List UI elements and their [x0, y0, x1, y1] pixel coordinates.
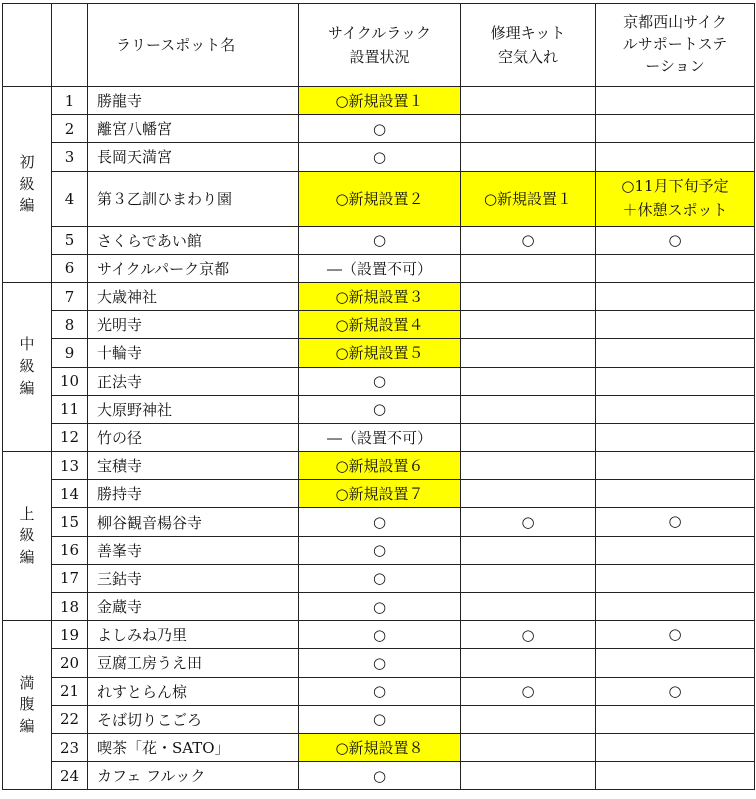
row-number: 14 — [52, 480, 88, 508]
table-row — [3, 677, 755, 705]
row-number: 4 — [52, 171, 88, 226]
table-row — [3, 536, 755, 564]
table-row — [3, 621, 755, 649]
row-number: 3 — [52, 143, 88, 171]
support-station-status — [596, 733, 755, 761]
rack-status: ○ — [299, 367, 461, 395]
repair-kit-status — [461, 649, 596, 677]
rack-status: ○ — [299, 564, 461, 592]
support-station-status — [596, 87, 755, 115]
table-row — [3, 367, 755, 395]
support-station-status — [596, 649, 755, 677]
table-row — [3, 171, 755, 226]
table-row — [3, 282, 755, 310]
repair-kit-status — [461, 705, 596, 733]
spot-name: 勝持寺 — [88, 480, 299, 508]
row-number: 23 — [52, 733, 88, 761]
repair-kit-status — [461, 254, 596, 282]
table-row — [3, 508, 755, 536]
support-station-status: ○ — [596, 226, 755, 254]
row-number: 6 — [52, 254, 88, 282]
spot-name: 十輪寺 — [88, 339, 299, 367]
repair-kit-status: ○ — [461, 677, 596, 705]
row-number: 19 — [52, 621, 88, 649]
row-number: 17 — [52, 564, 88, 592]
row-number: 20 — [52, 649, 88, 677]
repair-kit-status — [461, 593, 596, 621]
rack-status: ○新規設置１ — [299, 87, 461, 115]
rack-status: ○ — [299, 621, 461, 649]
spot-name: れすとらん椋 — [88, 677, 299, 705]
spot-name: 勝龍寺 — [88, 87, 299, 115]
group-label: 上 級 編 — [3, 452, 52, 621]
repair-kit-status — [461, 115, 596, 143]
rack-status: ―（設置不可） — [299, 423, 461, 451]
rack-status: ○新規設置６ — [299, 452, 461, 480]
row-number: 13 — [52, 452, 88, 480]
row-number: 15 — [52, 508, 88, 536]
spot-name: そば切りこごろ — [88, 705, 299, 733]
row-number: 5 — [52, 226, 88, 254]
repair-kit-status — [461, 87, 596, 115]
repair-kit-status — [461, 452, 596, 480]
rack-status: ○ — [299, 649, 461, 677]
repair-kit-status: ○ — [461, 621, 596, 649]
rally-spot-table — [2, 3, 755, 790]
header-num — [52, 4, 88, 87]
rack-status: ○ — [299, 593, 461, 621]
group-label: 初 級 編 — [3, 87, 52, 283]
header-rack-status: サイクルラック 設置状況 — [299, 4, 461, 87]
spot-name: 長岡天満宮 — [88, 143, 299, 171]
header-repair-kit: 修理キット 空気入れ — [461, 4, 596, 87]
support-station-status: ○ — [596, 621, 755, 649]
row-number: 7 — [52, 282, 88, 310]
spot-name: 豆腐工房うえ田 — [88, 649, 299, 677]
spot-name: 大原野神社 — [88, 395, 299, 423]
support-station-status — [596, 115, 755, 143]
row-number: 24 — [52, 762, 88, 790]
support-station-status — [596, 705, 755, 733]
support-station-status — [596, 367, 755, 395]
spot-name: 宝積寺 — [88, 452, 299, 480]
repair-kit-status — [461, 311, 596, 339]
support-station-status — [596, 254, 755, 282]
repair-kit-status: ○ — [461, 508, 596, 536]
row-number: 9 — [52, 339, 88, 367]
table-row — [3, 480, 755, 508]
rack-status: ○ — [299, 226, 461, 254]
table-row — [3, 226, 755, 254]
rack-status: ○新規設置４ — [299, 311, 461, 339]
table-row — [3, 564, 755, 592]
spot-name: 離宮八幡宮 — [88, 115, 299, 143]
rack-status: ○新規設置２ — [299, 171, 461, 226]
table-row — [3, 87, 755, 115]
table-row — [3, 143, 755, 171]
spot-name: 三鈷寺 — [88, 564, 299, 592]
table-row — [3, 452, 755, 480]
rack-status: ○ — [299, 115, 461, 143]
header-empty-group — [3, 4, 52, 87]
support-station-status — [596, 423, 755, 451]
spot-name: 柳谷観音楊谷寺 — [88, 508, 299, 536]
repair-kit-status — [461, 536, 596, 564]
row-number: 21 — [52, 677, 88, 705]
table-row — [3, 705, 755, 733]
support-station-status — [596, 564, 755, 592]
spot-name: 光明寺 — [88, 311, 299, 339]
row-number: 16 — [52, 536, 88, 564]
repair-kit-status — [461, 733, 596, 761]
repair-kit-status — [461, 480, 596, 508]
spot-name: 竹の径 — [88, 423, 299, 451]
support-station-status — [596, 282, 755, 310]
rack-status: ○ — [299, 536, 461, 564]
rack-status: ○新規設置７ — [299, 480, 461, 508]
support-station-status: ○ — [596, 677, 755, 705]
rack-status: ○ — [299, 762, 461, 790]
repair-kit-status — [461, 143, 596, 171]
table-row — [3, 339, 755, 367]
support-station-status — [596, 395, 755, 423]
rack-status: ○新規設置８ — [299, 733, 461, 761]
row-number: 18 — [52, 593, 88, 621]
row-number: 10 — [52, 367, 88, 395]
table-row — [3, 115, 755, 143]
repair-kit-status — [461, 367, 596, 395]
table-row — [3, 733, 755, 761]
header-support-station: 京都西山サイク ルサポートステ ーション — [596, 4, 755, 87]
table-row — [3, 423, 755, 451]
spot-name: 第３乙訓ひまわり園 — [88, 171, 299, 226]
row-number: 12 — [52, 423, 88, 451]
repair-kit-status — [461, 395, 596, 423]
table-row — [3, 593, 755, 621]
repair-kit-status — [461, 282, 596, 310]
table-row — [3, 254, 755, 282]
spot-name: カフェ フルック — [88, 762, 299, 790]
repair-kit-status: ○ — [461, 226, 596, 254]
rack-status: ○新規設置５ — [299, 339, 461, 367]
support-station-status — [596, 339, 755, 367]
repair-kit-status — [461, 762, 596, 790]
support-station-status — [596, 593, 755, 621]
row-number: 1 — [52, 87, 88, 115]
support-station-status — [596, 452, 755, 480]
support-station-status — [596, 480, 755, 508]
row-number: 22 — [52, 705, 88, 733]
support-station-status: ○11月下旬予定 ＋休憩スポット — [596, 171, 755, 226]
table-row — [3, 762, 755, 790]
group-label: 中 級 編 — [3, 282, 52, 451]
rack-status: ○新規設置３ — [299, 282, 461, 310]
spot-name: サイクルパーク京都 — [88, 254, 299, 282]
table-row — [3, 649, 755, 677]
group-label: 満 腹 編 — [3, 621, 52, 790]
rack-status: ○ — [299, 677, 461, 705]
table-header-row — [3, 4, 755, 87]
rack-status: ―（設置不可） — [299, 254, 461, 282]
table-row — [3, 395, 755, 423]
rack-status: ○ — [299, 508, 461, 536]
rack-status: ○ — [299, 395, 461, 423]
row-number: 2 — [52, 115, 88, 143]
table-row — [3, 311, 755, 339]
spot-name: 金蔵寺 — [88, 593, 299, 621]
support-station-status: ○ — [596, 508, 755, 536]
spot-name: 正法寺 — [88, 367, 299, 395]
repair-kit-status: ○新規設置１ — [461, 171, 596, 226]
repair-kit-status — [461, 564, 596, 592]
table-body — [3, 87, 755, 790]
support-station-status — [596, 143, 755, 171]
rack-status: ○ — [299, 143, 461, 171]
rack-status: ○ — [299, 705, 461, 733]
spot-name: さくらであい館 — [88, 226, 299, 254]
row-number: 8 — [52, 311, 88, 339]
row-number: 11 — [52, 395, 88, 423]
spot-name: 喫茶「花・SATO」 — [88, 733, 299, 761]
support-station-status — [596, 536, 755, 564]
spot-name: よしみね乃里 — [88, 621, 299, 649]
repair-kit-status — [461, 339, 596, 367]
support-station-status — [596, 762, 755, 790]
repair-kit-status — [461, 423, 596, 451]
spot-name: 善峯寺 — [88, 536, 299, 564]
spot-name: 大歳神社 — [88, 282, 299, 310]
header-spot-name: ラリースポット名 — [88, 4, 299, 87]
support-station-status — [596, 311, 755, 339]
